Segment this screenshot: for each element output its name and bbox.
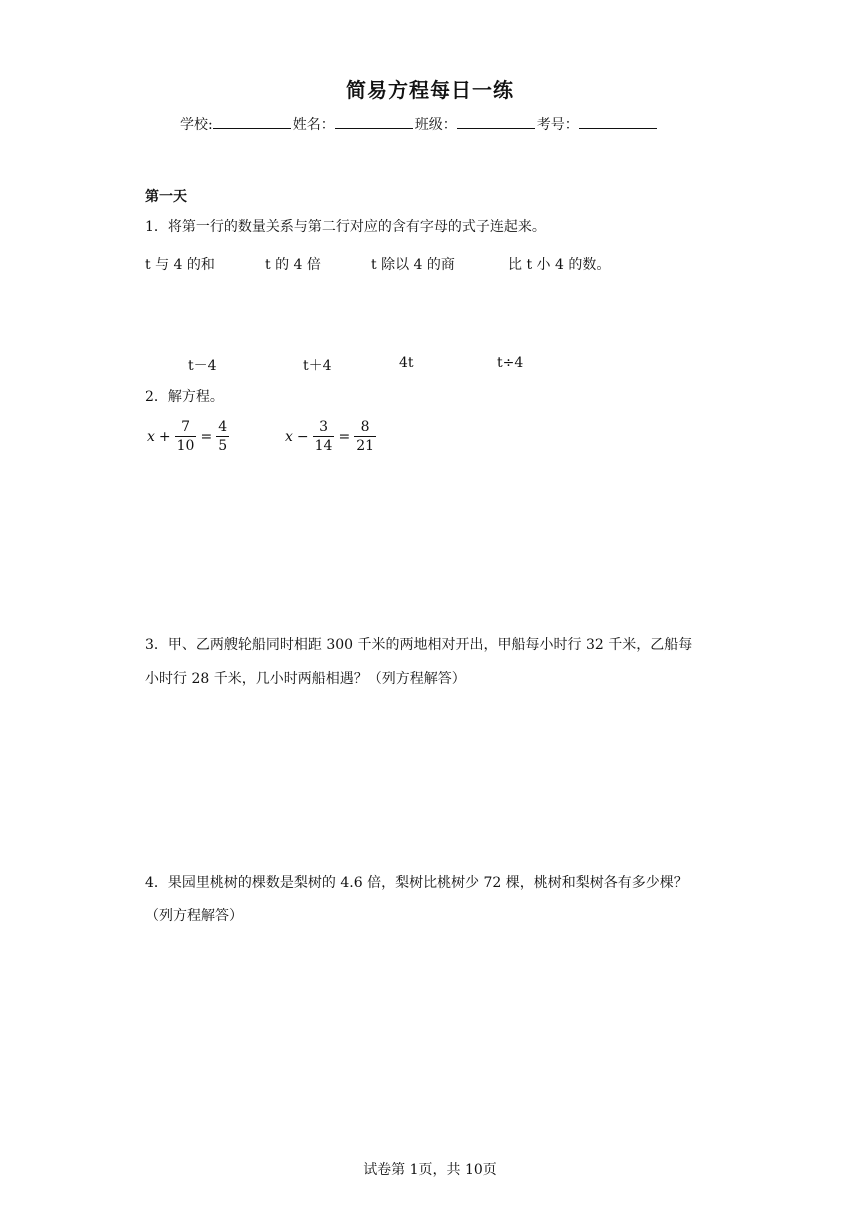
eq2-fraction [313,418,335,455]
eq1-fraction [175,418,197,455]
eq1-operator: + [158,428,171,445]
exam-no-blank[interactable] [579,114,657,129]
eq2-operator: − [296,428,309,445]
question-3-line-1: 3．甲、乙两艘轮船同时相距 300 千米的两地相对开出，甲船每小时行 32 千米，乙船每 [145,637,693,653]
eq2-numerator: 3 [313,418,335,437]
name-blank[interactable] [335,114,413,129]
q1-row2-item: t÷4 [497,355,524,371]
class-blank[interactable] [457,114,535,129]
question-4-line-2: （列方程解答） [145,908,243,924]
class-label: 班级： [414,117,457,133]
eq2-equals: = [338,428,351,445]
eq1-denominator: 10 [176,438,195,454]
q1-row2-item: 4t [399,355,414,371]
q1-row1-item: t 除以 4 的商 [371,257,455,273]
q1-row1-item: t 与 4 的和 [145,257,215,273]
eq2-result-fraction [354,418,376,455]
equation-2 [283,418,378,455]
question-1-text: 1．将第一行的数量关系与第二行对应的含有字母的式子连起来。 [145,219,546,235]
page-footer: 试卷第 1页，共 10页 [363,1162,497,1178]
page-title: 简易方程每日一练 [346,78,514,102]
school-blank[interactable] [213,114,291,129]
eq2-variable: x [285,428,293,445]
eq2-result-denominator: 21 [356,438,375,454]
q1-row1-item: 比 t 小 4 的数。 [508,257,611,273]
question-4-line-1: 4．果园里桃树的棵数是梨树的 4.6 倍，梨树比桃树少 72 棵，桃树和梨树各有多少棵？ [145,875,688,891]
student-info-line [180,114,659,134]
eq2-result-numerator: 8 [354,418,376,437]
eq1-result-numerator: 4 [218,419,228,435]
school-label: 学校: [180,117,213,133]
eq1-numerator: 7 [175,418,197,437]
q1-row1-item: t 的 4 倍 [265,257,321,273]
q1-row2-item: t－4 [188,358,217,374]
eq1-result-denominator: 5 [218,438,228,454]
question-2-text: 2．解方程。 [145,389,224,405]
eq1-variable: x [147,428,155,445]
name-label: 姓名： [292,117,335,133]
eq2-denominator: 14 [314,438,333,454]
section-heading: 第一天 [145,189,187,205]
equation-1 [145,418,231,455]
question-3-line-2: 小时行 28 千米，几小时两船相遇？（列方程解答） [145,671,466,687]
eq1-result-fraction [216,418,229,455]
eq1-equals: = [200,428,213,445]
q1-row2-item: t＋4 [303,358,332,374]
exam-no-label: 考号： [536,117,579,133]
